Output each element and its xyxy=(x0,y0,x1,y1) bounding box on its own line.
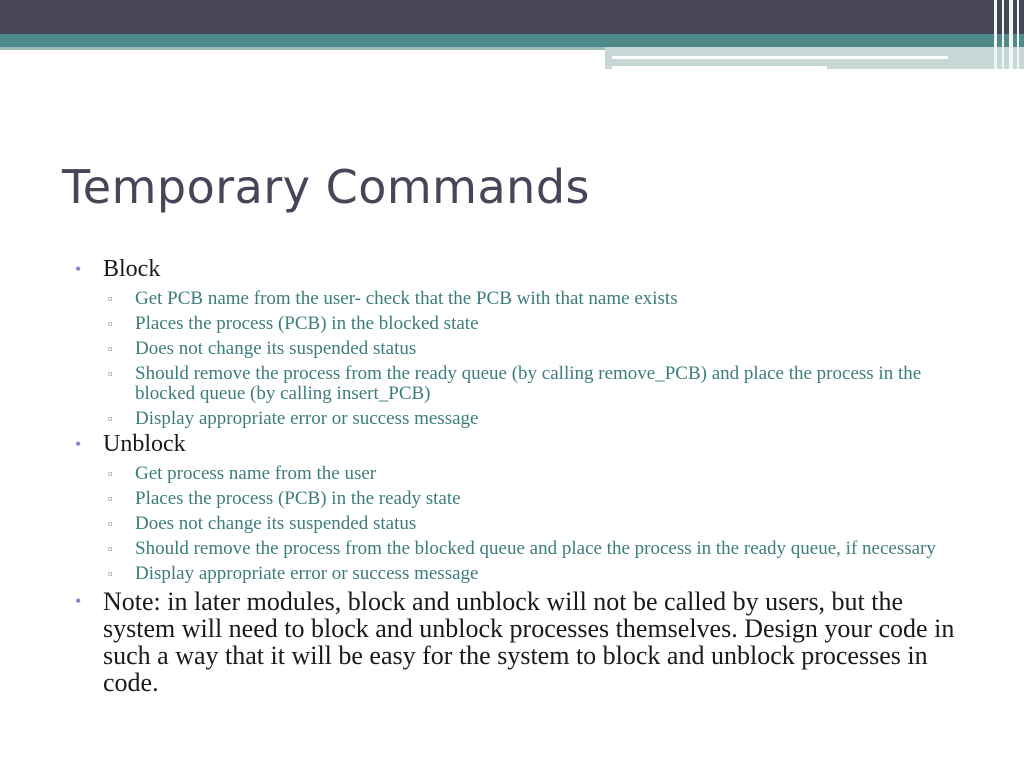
bullet-dot-icon: • xyxy=(75,259,82,279)
slide-content xyxy=(75,254,955,696)
sub-bullet-text: Does not change its suspended status xyxy=(135,338,417,359)
bullet-item xyxy=(75,431,955,458)
bullet-item-note xyxy=(75,588,955,696)
header-vertical-stripe xyxy=(1002,0,1004,69)
square-bullet-icon: ▫ xyxy=(108,541,113,556)
sub-bullet-text: Display appropriate error or success message xyxy=(135,563,479,584)
square-bullet-icon: ▫ xyxy=(108,466,113,481)
header-bar-teal xyxy=(0,34,1024,47)
sub-bullet-text: Does not change its suspended status xyxy=(135,513,417,534)
square-bullet-icon: ▫ xyxy=(108,516,113,531)
sub-bullet-item xyxy=(75,564,955,584)
sub-bullet-item xyxy=(75,464,955,484)
header-vertical-stripe xyxy=(994,0,997,69)
bullet-text: Block xyxy=(103,256,161,282)
header-accent-line xyxy=(612,56,948,59)
header-bar-dark xyxy=(0,0,1024,34)
header-vertical-stripe xyxy=(1017,0,1019,69)
sub-bullet-item xyxy=(75,514,955,534)
square-bullet-icon: ▫ xyxy=(108,411,113,426)
sub-bullet-text: Get PCB name from the user- check that the PCB with that name exists xyxy=(135,288,678,309)
bullet-text: Note: in later modules, block and unblock will not be called by users, but the system will need to block and unblock processes themselves. Design your code in such a way that it will be easy for the system to block and unblock processes in code. xyxy=(103,587,955,697)
square-bullet-icon: ▫ xyxy=(108,341,113,356)
sub-bullet-text: Get process name from the user xyxy=(135,463,377,484)
square-bullet-icon: ▫ xyxy=(108,566,113,581)
sub-bullet-text: Should remove the process from the blocked queue and place the process in the ready queue, if necessary xyxy=(135,538,936,559)
sub-bullet-item xyxy=(75,489,955,509)
header-vertical-stripe xyxy=(1009,0,1013,69)
header-bar-light xyxy=(0,47,605,50)
header-accent-line xyxy=(612,66,827,69)
sub-bullet-text: Should remove the process from the ready queue (by calling remove_PCB) and place the process in the blocked queue (by calling insert_PCB) xyxy=(135,363,922,404)
sub-bullet-item xyxy=(75,289,955,309)
sub-bullet-text: Places the process (PCB) in the ready state xyxy=(135,488,461,509)
sub-bullet-item xyxy=(75,364,955,404)
bullet-dot-icon: • xyxy=(75,434,82,454)
sub-bullet-item xyxy=(75,339,955,359)
slide-title: Temporary Commands xyxy=(62,160,590,214)
sub-list xyxy=(75,289,955,429)
sub-bullet-item xyxy=(75,539,955,559)
square-bullet-icon: ▫ xyxy=(108,491,113,506)
sub-list xyxy=(75,464,955,584)
bullet-item xyxy=(75,256,955,283)
square-bullet-icon: ▫ xyxy=(108,291,113,306)
sub-bullet-item xyxy=(75,409,955,429)
sub-bullet-text: Display appropriate error or success message xyxy=(135,408,479,429)
square-bullet-icon: ▫ xyxy=(108,366,113,381)
sub-bullet-item xyxy=(75,314,955,334)
bullet-dot-icon: • xyxy=(75,591,82,611)
sub-bullet-text: Places the process (PCB) in the blocked state xyxy=(135,313,479,334)
square-bullet-icon: ▫ xyxy=(108,316,113,331)
bullet-text: Unblock xyxy=(103,431,186,457)
